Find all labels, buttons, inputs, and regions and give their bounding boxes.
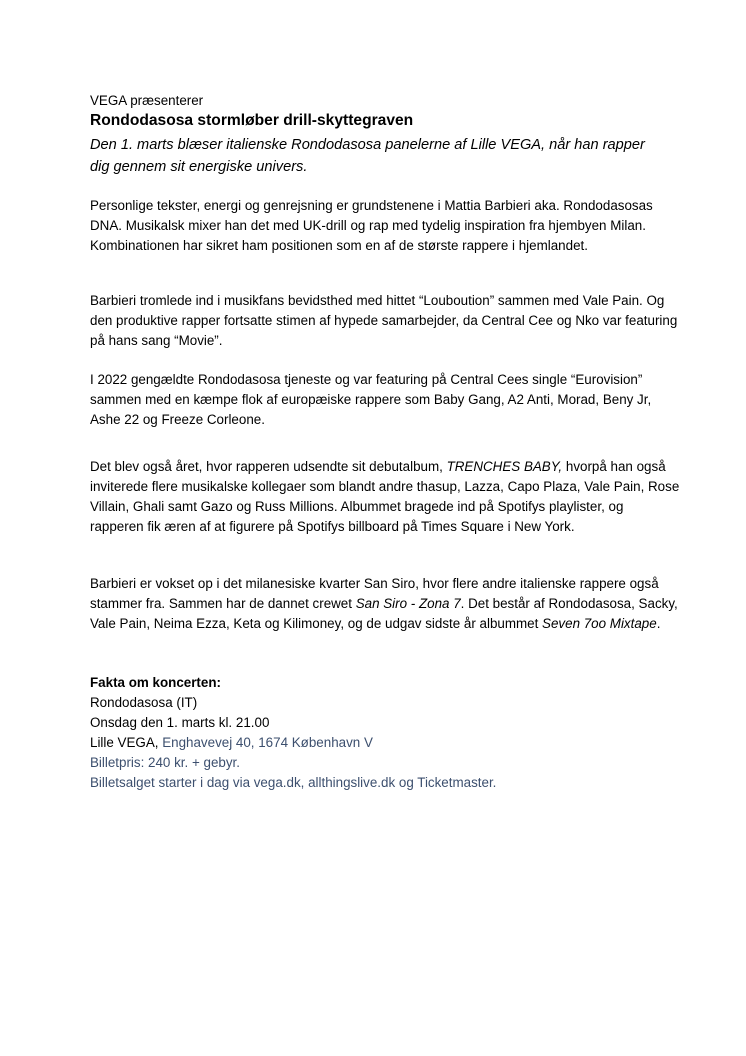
p5-text-before: Barbieri er vokset op i det milanesiske kvarter San Siro, hvor flere andre italienske rappere også stammer fra. Sammen har de dannet crewet [90,576,659,611]
album-title-seven-7oo: Seven 7oo Mixtape [542,616,657,631]
facts-date: Onsdag den 1. marts kl. 21.00 [90,715,270,730]
album-title-trenches-baby: TRENCHES BABY, [446,459,563,474]
p5-text-middle: . Det består af Rondodasosa, Sacky, Vale Pain, Neima Ezza, Keta og Kilimoney, og de udgav sidste år albummet [90,596,678,631]
concert-facts [90,673,680,793]
body-paragraph-1: Personlige tekster, energi og genrejsning er grundstenene i Mattia Barbieri aka. Rondodasosas DNA. Musikalsk mixer han det med UK-drill og rap med tydelig inspiration fra hjembyen Milan. Kombinationen har sikret ham positionen som en af de største rappere i hjemlandet. [90,198,653,253]
p5-text-after: . [656,616,661,631]
p4-text-after: hvorpå han også inviterede flere musikalske kollegaer som blandt andre thasup, Lazza, Capo Plaza, Vale Pain, Rose Villain, Ghali samt Gazo og Russ Millions. Albummet bragede ind på Spotifys playlister, og rapperen fik æren af at figurere på Spotifys billboard på Times Square i New York. [90,459,680,534]
facts-venue-line [90,733,680,753]
body-paragraph-3: I 2022 gengældte Rondodasosa tjeneste og var featuring på Central Cees single “Eurovision” sammen med en kæmpe flok af europæiske rappere som Baby Gang, A2 Anti, Morad, Beny Jr, Ashe 22 og Freeze Corleone. [90,372,652,427]
p4-text-before: Det blev også året, hvor rapperen udsendte sit debutalbum, [90,459,447,474]
facts-venue: Lille VEGA, [90,735,163,750]
page-title: Rondodasosa stormløber drill-skyttegraven [90,112,414,129]
body-paragraph-5 [90,574,680,634]
kicker: VEGA præsenterer [90,93,204,108]
facts-artist: Rondodasosa (IT) [90,695,198,710]
body-paragraph-2: Barbieri tromlede ind i musikfans bevidsthed med hittet “Louboution” sammen med Vale Pain. Og den produktive rapper fortsatte stimen af hypede samarbejder, da Central Cee og Nko var featuring på hans sang “Movie”. [90,293,678,348]
facts-price: Billetpris: 240 kr. + gebyr. [90,755,240,770]
facts-heading: Fakta om koncerten: [90,675,221,690]
facts-address: Enghavevej 40, 1674 København V [162,735,373,750]
crew-name: San Siro - Zona 7 [355,596,461,611]
facts-ticket-sale: Billetsalget starter i dag via vega.dk, allthingslive.dk og Ticketmaster. [90,775,497,790]
body-paragraph-4 [90,457,680,537]
lead-paragraph: Den 1. marts blæser italienske Rondodasosa panelerne af Lille VEGA, når han rapper dig gennem sit energiske univers. [90,137,645,175]
